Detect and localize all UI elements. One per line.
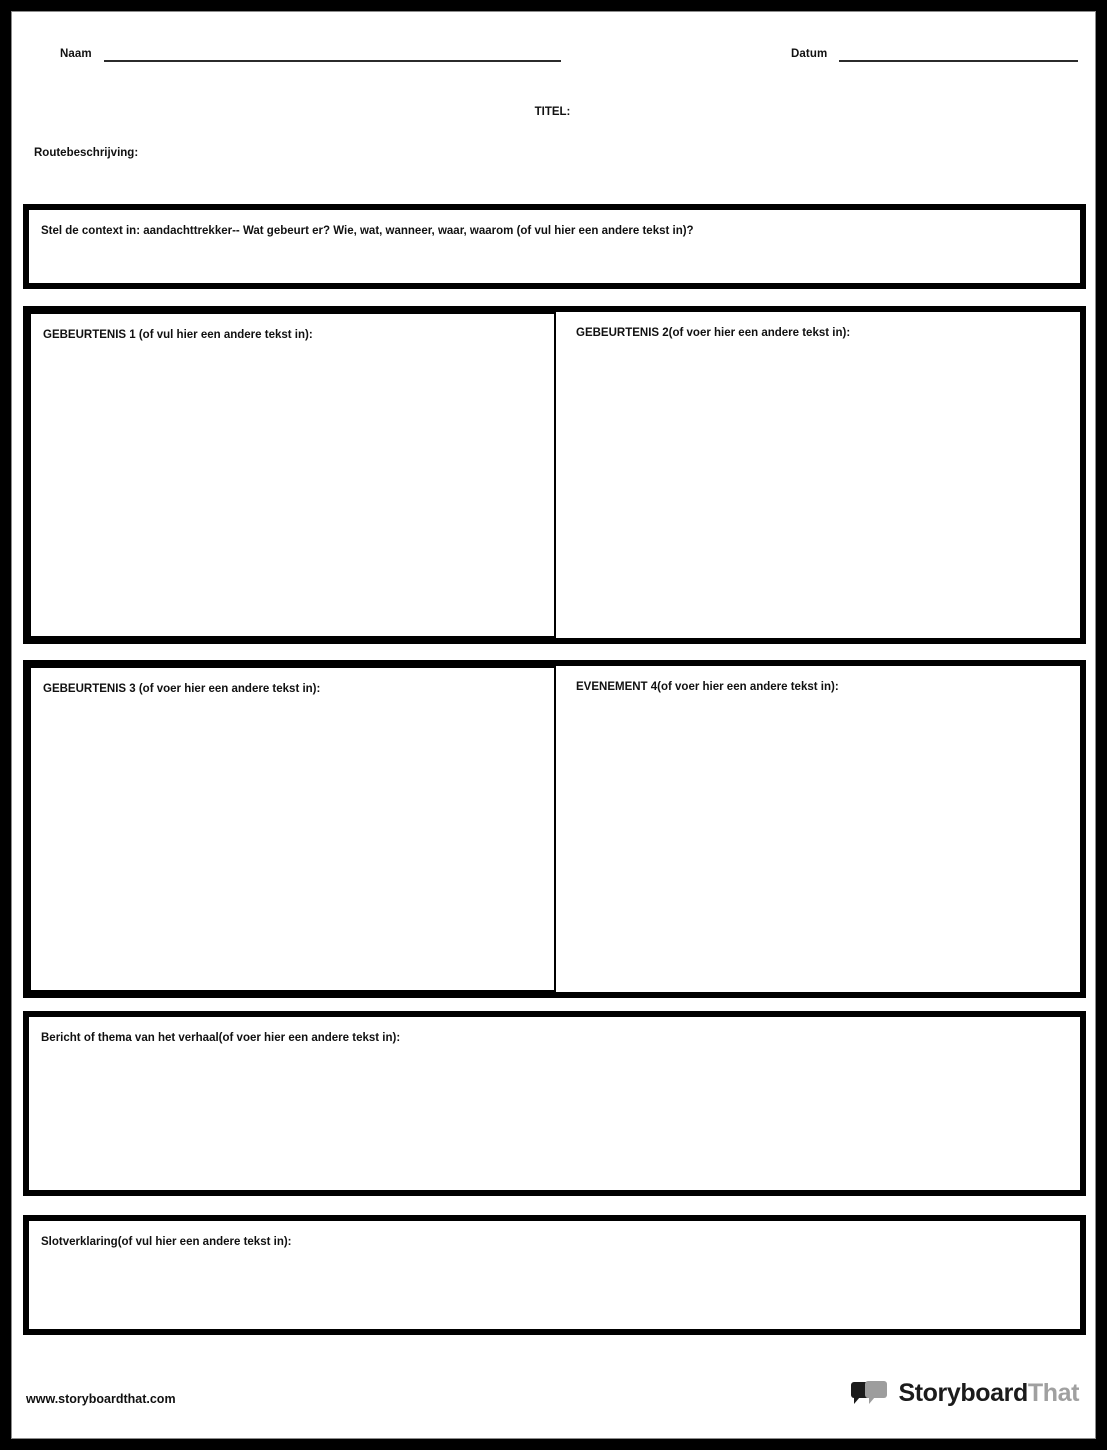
website-url[interactable]: www.storyboardthat.com: [26, 1392, 176, 1406]
events-row-2: [23, 660, 1086, 998]
logo-word-storyboard: Storyboard: [898, 1378, 1028, 1407]
directions-label: Routebeschrijving:: [34, 147, 139, 159]
conclusion-prompt-label: Slotverklaring(of vul hier een andere tekst in):: [41, 1236, 292, 1248]
event-2-cell[interactable]: [564, 312, 1080, 638]
date-field[interactable]: [791, 44, 1078, 62]
event-4-label: EVENEMENT 4(of voer hier een andere tekst in):: [576, 681, 839, 693]
event-3-cell[interactable]: [29, 666, 556, 992]
worksheet-footer: [12, 1366, 1095, 1438]
event-1-cell[interactable]: [29, 312, 556, 638]
speech-bubbles-icon: [851, 1380, 891, 1406]
speech-bubble-gray-icon: [865, 1381, 887, 1398]
date-input-rule[interactable]: [839, 44, 1078, 62]
worksheet-sheet: [11, 11, 1096, 1439]
event-2-label: GEBEURTENIS 2(of voer hier een andere tekst in):: [576, 327, 851, 339]
logo-wordmark: [898, 1378, 1079, 1407]
title-row: [12, 106, 1095, 118]
title-label: TITEL:: [534, 106, 571, 118]
name-field[interactable]: [60, 44, 561, 62]
storyboardthat-logo[interactable]: [851, 1380, 1079, 1406]
context-panel-inner: [29, 210, 1080, 283]
name-input-rule[interactable]: [104, 44, 561, 62]
event-3-label: GEBEURTENIS 3 (of voer hier een andere tekst in):: [43, 683, 321, 695]
event-1-label: GEBEURTENIS 1 (of vul hier een andere tekst in):: [43, 329, 313, 341]
logo-word-that: That: [1027, 1378, 1079, 1407]
message-panel[interactable]: [23, 1011, 1086, 1196]
context-prompt-label: Stel de context in: aandachttrekker-- Wat gebeurt er? Wie, wat, wanneer, waar, waarom (of vul hier een andere tekst in)?: [41, 225, 694, 237]
worksheet-header: [12, 12, 1095, 90]
context-panel[interactable]: [23, 204, 1086, 289]
events-row-1: [23, 306, 1086, 644]
date-label: Datum: [791, 48, 828, 60]
message-prompt-label: Bericht of thema van het verhaal(of voer hier een andere tekst in):: [41, 1032, 401, 1044]
conclusion-panel[interactable]: [23, 1215, 1086, 1335]
name-label: Naam: [60, 48, 92, 60]
message-panel-inner: [29, 1017, 1080, 1190]
event-4-cell[interactable]: [564, 666, 1080, 992]
conclusion-panel-inner: [29, 1221, 1080, 1329]
